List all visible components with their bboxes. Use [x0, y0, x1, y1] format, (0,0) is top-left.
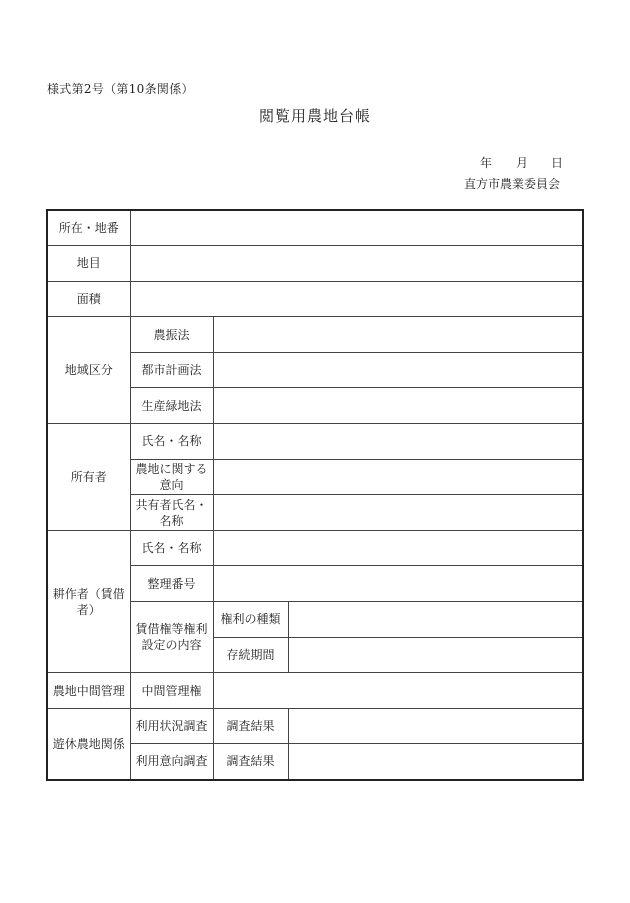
location-value	[130, 210, 583, 246]
duration-value	[288, 637, 583, 673]
table-row	[47, 281, 583, 317]
date-year: 年	[480, 156, 493, 170]
owner-label: 所有者	[47, 424, 130, 531]
intermediary-right-label: 中間管理権	[130, 673, 213, 709]
owner-name-label: 氏名・名称	[130, 424, 213, 460]
owner-name-value	[213, 424, 583, 460]
cultivator-name-value	[213, 530, 583, 566]
intermediary-label: 農地中間管理	[47, 673, 130, 709]
usage-survey-result-value	[288, 708, 583, 744]
area-value	[130, 281, 583, 317]
duration-label: 存続期間	[213, 637, 288, 673]
location-label: 所在・地番	[47, 210, 130, 246]
agri-promotion-act-value	[213, 317, 583, 353]
usage-survey-result-label: 調査結果	[213, 708, 288, 744]
table-row	[47, 317, 583, 353]
table-row	[47, 708, 583, 744]
land-category-value	[130, 246, 583, 282]
usage-survey-label: 利用状況調査	[130, 708, 213, 744]
city-planning-act-value	[213, 352, 583, 388]
owner-intention-value	[213, 459, 583, 495]
date-day: 日	[551, 156, 564, 170]
cultivator-name-label: 氏名・名称	[130, 530, 213, 566]
green-space-act-label: 生産緑地法	[130, 388, 213, 424]
date-month: 月	[516, 156, 529, 170]
city-planning-act-label: 都市計画法	[130, 352, 213, 388]
lease-rights-label: 賃借権等権利設定の内容	[130, 602, 213, 673]
co-owner-label: 共有者氏名・名称	[130, 495, 213, 531]
table-row	[47, 530, 583, 566]
farmland-ledger-table	[46, 209, 584, 781]
table-row	[47, 210, 583, 246]
right-type-label: 権利の種類	[213, 602, 288, 638]
intent-survey-label: 利用意向調査	[130, 744, 213, 780]
form-number: 様式第2号（第10条関係）	[47, 82, 194, 96]
issuer: 直方市農業委員会	[463, 177, 560, 191]
agri-promotion-act-label: 農振法	[130, 317, 213, 353]
intermediary-right-value	[213, 673, 583, 709]
intent-survey-result-label: 調査結果	[213, 744, 288, 780]
co-owner-value	[213, 495, 583, 531]
document-title: 閲覧用農地台帳	[258, 107, 371, 125]
right-type-value	[288, 602, 583, 638]
table-row	[47, 673, 583, 709]
idle-farmland-label: 遊休農地関係	[47, 708, 130, 779]
green-space-act-value	[213, 388, 583, 424]
table-row	[47, 424, 583, 460]
owner-intention-label: 農地に関する意向	[130, 459, 213, 495]
cultivator-label: 耕作者（賃借者）	[47, 530, 130, 672]
intent-survey-result-value	[288, 744, 583, 780]
ref-number-value	[213, 566, 583, 602]
area-label: 面積	[47, 281, 130, 317]
zoning-label: 地域区分	[47, 317, 130, 424]
ref-number-label: 整理番号	[130, 566, 213, 602]
table-row	[47, 246, 583, 282]
land-category-label: 地目	[47, 246, 130, 282]
